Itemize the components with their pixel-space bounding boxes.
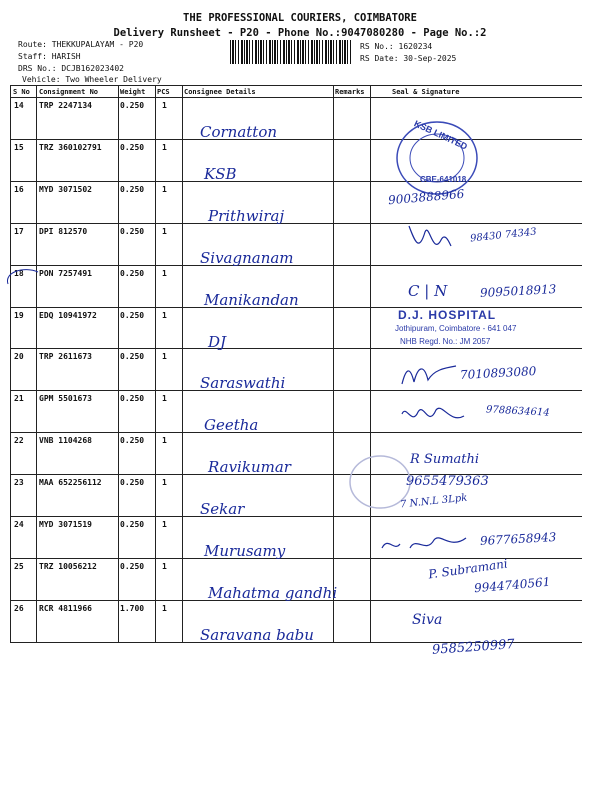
rs-number-text: RS No.: 1620234 [360,42,433,51]
row-sno: 16 [14,185,24,194]
hospital-stamp-name: D.J. HOSPITAL [398,308,497,322]
row-pcs: 1 [162,311,167,320]
ksb-stamp-bottom-text: CBE-641018 [420,175,467,184]
row-divider [10,474,582,475]
signature-row-20-phone: 7010893080 [459,364,537,382]
row-consignee-handwritten: Prithwiraj [208,207,285,225]
drs-text: DRS No.: DCJB162023402 [18,64,124,73]
row-pcs: 1 [162,352,167,361]
row-consignment-no: VNB 1104268 [39,436,92,445]
row-weight: 1.700 [120,604,145,613]
row-divider [10,139,582,140]
column-header-sno: S No [13,88,30,96]
row-consignment-no: RCR 4811966 [39,604,92,613]
row-consignment-no: TRZ 10056212 [39,562,97,571]
row-consignment-no: TRP 2247134 [39,101,92,110]
rs-date-text: RS Date: 30-Sep-2025 [360,54,457,63]
row-sno: 23 [14,478,24,487]
row-divider [10,390,582,391]
row-sno: 18 [14,269,24,278]
hospital-stamp-reg: NHB Regd. No.: JM 2057 [400,337,491,346]
row-consignment-no: DPI 812570 [39,227,88,236]
signature-row-25-phone: 9944740561 [473,574,551,596]
row-consignee-handwritten: Mahatma gandhi [208,584,338,602]
row-consignee-handwritten: Sekar [200,500,245,518]
signature-row-23-phone: 9655479363 [406,474,489,489]
signature-scribble-21 [398,400,468,430]
route-text: Route: THEKKUPALAYAM - P20 [18,40,144,49]
row-sno: 25 [14,562,24,571]
column-header-weight: Weight [120,88,146,96]
header-divider [10,97,582,98]
row-consignee-handwritten: Saraswathi [200,374,286,392]
column-header-signature: Seal & Signature [392,88,460,96]
row-weight: 0.250 [120,394,145,403]
row-weight: 0.250 [120,562,145,571]
row-consignee-handwritten: Sivagnanam [200,249,294,267]
row-divider [10,432,582,433]
row-consignment-no: MAA 652256112 [39,478,102,487]
row-divider [10,223,582,224]
row-sno: 26 [14,604,24,613]
column-header-remarks: Remarks [335,88,365,96]
signature-bottom-phone: 9585250997 [431,637,516,658]
row-sno: 24 [14,520,24,529]
row-weight: 0.250 [120,227,145,236]
row-sno: 21 [14,394,24,403]
row-sno: 20 [14,352,24,361]
row-weight: 0.250 [120,352,145,361]
row-pcs: 1 [162,478,167,487]
runsheet-title: Delivery Runsheet - P20 - Phone No.:9047080280 - Page No.:2 [113,27,487,39]
row-weight: 0.250 [120,311,145,320]
company-title: THE PROFESSIONAL COURIERS, COIMBATORE [183,12,417,24]
row-sno: 22 [14,436,24,445]
row-pcs: 1 [162,227,167,236]
signature-scribble-20 [400,362,458,390]
row-consignee-handwritten: DJ [208,333,227,351]
row-divider [10,265,582,266]
row-mark-circle [2,262,42,292]
signature-row-24-phone: 9677658943 [479,530,557,548]
vehicle-text: Vehicle: Two Wheeler Delivery [22,75,162,84]
row-divider [10,516,582,517]
row-consignee-handwritten: Murusamy [204,542,286,560]
row-consignment-no: MYD 3071519 [39,520,92,529]
hospital-stamp-address: Jothipuram, Coimbatore - 641 047 [395,324,517,333]
row-weight: 0.250 [120,143,145,152]
row-pcs: 1 [162,520,167,529]
signature-row-23-name: R Sumathi [410,452,480,467]
column-header-pcs: PCS [157,88,170,96]
row-weight: 0.250 [120,436,145,445]
row-consignee-handwritten: Geetha [204,416,259,434]
row-consignee-handwritten: Cornatton [200,123,278,141]
row-consignment-no: MYD 3071502 [39,185,92,194]
row-consignee-handwritten: Manikandan [204,291,299,309]
row-pcs: 1 [162,562,167,571]
row-pcs: 1 [162,394,167,403]
signature-row-21-phone: 9788634614 [485,404,550,419]
row-consignment-no: GPM 5501673 [39,394,92,403]
row-consignee-handwritten: Ravikumar [208,458,291,476]
column-header-consignment: Consignment No [39,88,99,96]
row-weight: 0.250 [120,185,145,194]
staff-text: Staff: HARISH [18,52,81,61]
row-sno: 14 [14,101,24,110]
row-weight: 0.250 [120,101,145,110]
ksb-stamp-top-text: KSB LIMITED [412,118,469,152]
row-consignee-handwritten: KSB [204,165,237,183]
row-pcs: 1 [162,143,167,152]
row-sno: 17 [14,227,24,236]
row-pcs: 1 [162,269,167,278]
row-consignee-handwritten: Saravana babu [200,626,314,644]
row-consignment-no: PON 7257491 [39,269,92,278]
row-consignment-no: TRP 2611673 [39,352,92,361]
signature-row-18-phone: 9095018913 [479,282,557,300]
signature-row-16: 9003888966 [387,186,465,208]
signature-scribble-24 [380,530,470,560]
row-pcs: 1 [162,101,167,110]
row-pcs: 1 [162,436,167,445]
row-pcs: 1 [162,185,167,194]
table-border-top [10,85,582,86]
row-weight: 0.250 [120,478,145,487]
row-divider [10,181,582,182]
signature-row-23-note: 7 N.N.L 3Lpk [399,492,468,511]
signature-row-18-initials: C | N [408,282,448,300]
signature-scribble-17 [405,222,455,257]
row-sno: 19 [14,311,24,320]
signature-row-25-name: P. Subramani [427,556,509,582]
row-consignment-no: EDQ 10941972 [39,311,97,320]
row-pcs: 1 [162,604,167,613]
signature-row-26: Siva [412,612,443,628]
barcode-image [230,40,352,64]
row-divider [10,348,582,349]
row-consignment-no: TRZ 360102791 [39,143,102,152]
row-sno: 15 [14,143,24,152]
row-weight: 0.250 [120,520,145,529]
signature-row-17: 98430 74343 [469,226,538,245]
column-header-consignee: Consignee Details [184,88,256,96]
row-weight: 0.250 [120,269,145,278]
